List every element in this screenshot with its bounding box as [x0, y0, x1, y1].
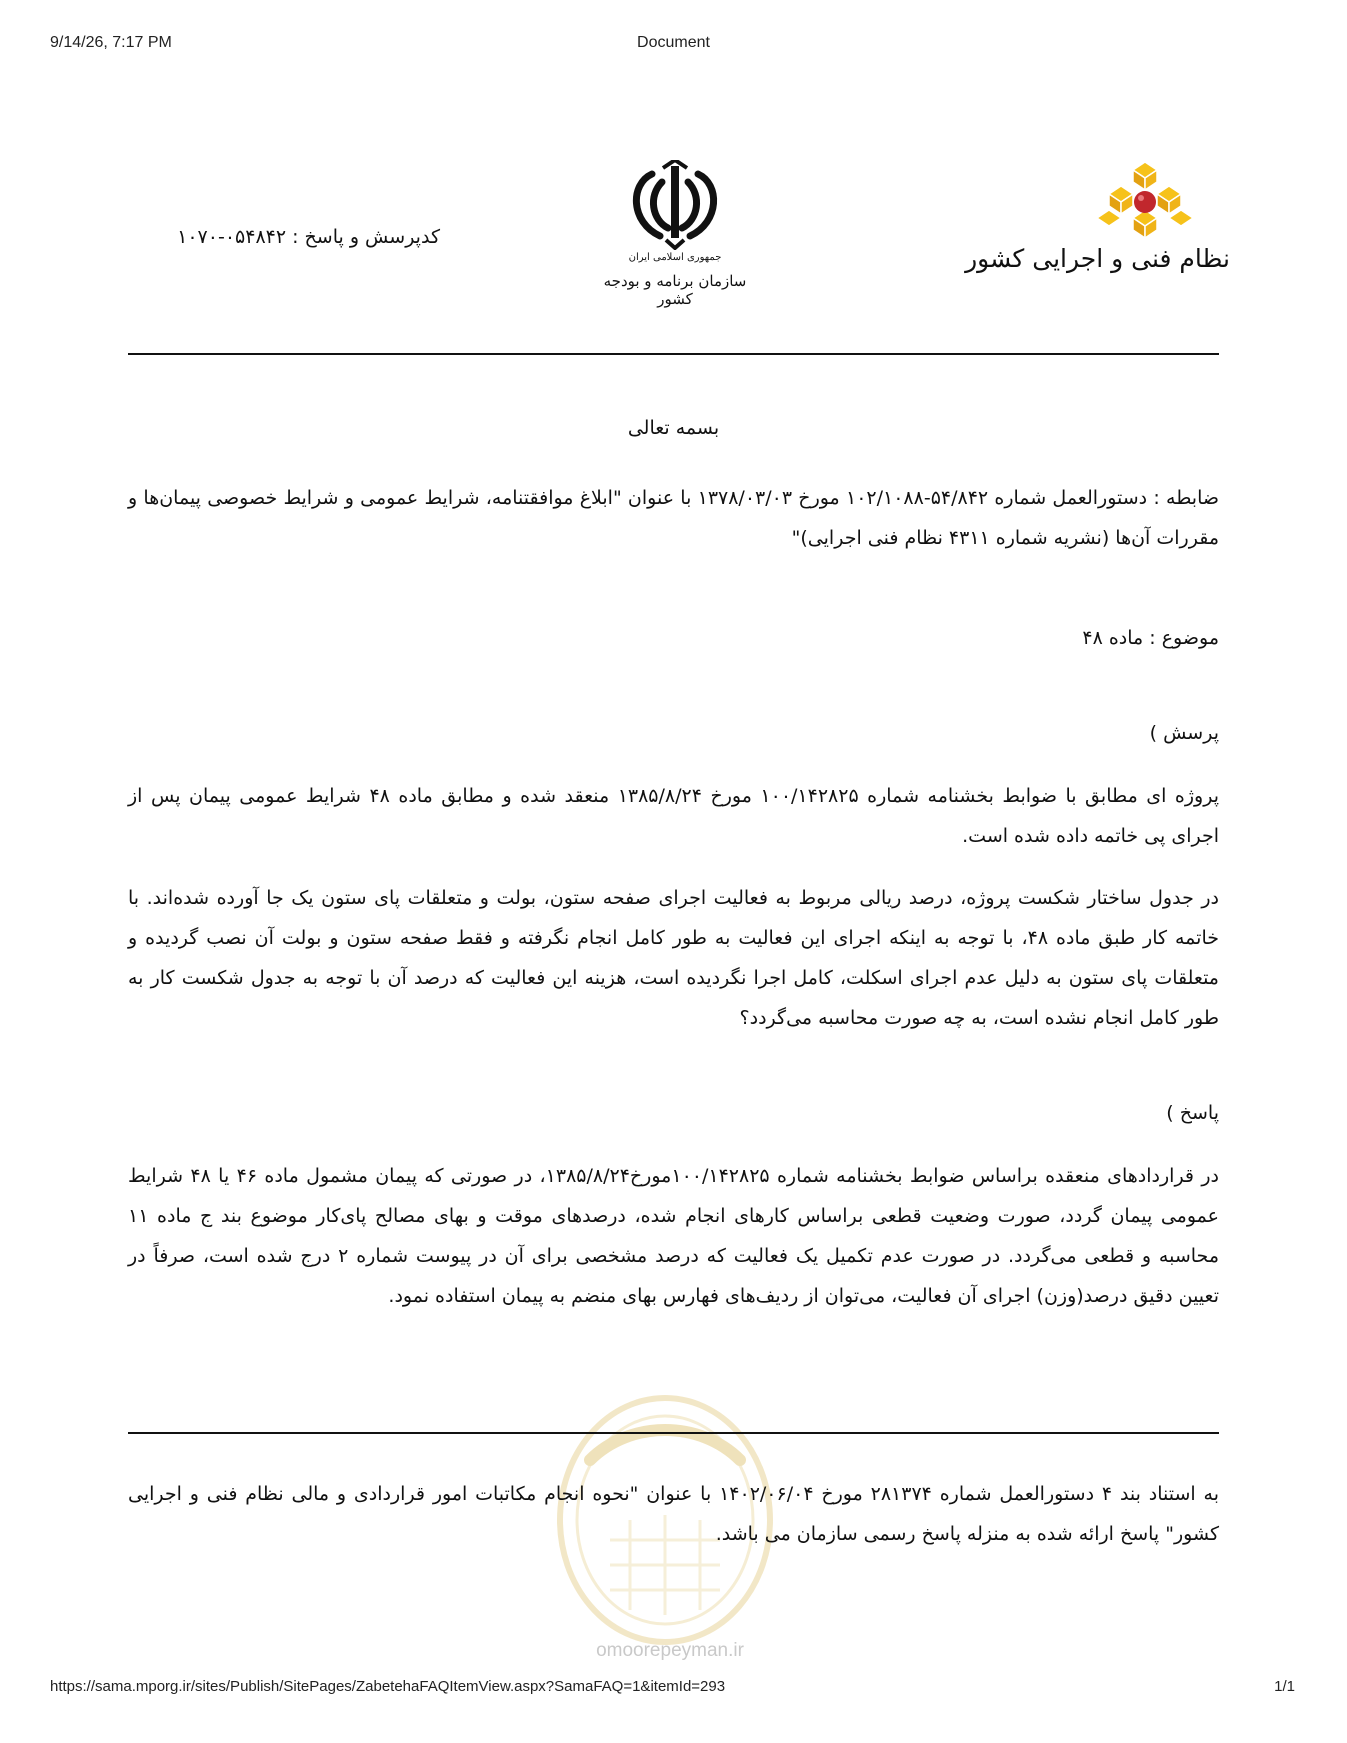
print-url: https://sama.mporg.ir/sites/Publish/SitePages/ZabetehaFAQItemView.aspx?SamaFAQ=1&itemId=293: [50, 1678, 726, 1695]
regulation-reference: ضابطه : دستورالعمل شماره ۵۴/۸۴۲-۱۰۲/۱۰۸۸ مورخ ۱۳۷۸/۰۳/۰۳ با عنوان "ابلاغ موافقتنامه، شرایط عمومی و شرایط خصوصی پیمان‌ها و مقررات آن‌ها (نشریه شماره ۴۳۱۱ نظام فنی اجرایی)": [128, 487, 1220, 549]
answer-heading: پاسخ ): [1166, 1102, 1219, 1124]
tracking-code: کدپرسش و پاسخ : ۰۵۴۸۴۲-۱۰۷۰: [177, 226, 440, 248]
logo-caption: نظام فنی و اجرایی کشور: [965, 244, 1230, 273]
print-datetime: 9/14/26, 7:17 PM: [50, 34, 172, 51]
print-page-number: 1/1: [1274, 1678, 1295, 1695]
technical-system-logo: [965, 160, 1230, 300]
question-paragraph-1: پروژه ای مطابق با ضوابط بخشنامه شماره ۱۰۰/۱۴۲۸۲۵ مورخ ۱۳۸۵/۸/۲۴ منعقد شده و مطابق ماده ۴۸ شرایط عمومی پیمان پس از اجرای پی خاتمه داده شده است.: [128, 785, 1219, 847]
emblem-icon: [622, 160, 728, 250]
watermark-website: omoorepeyman.ir: [596, 1640, 744, 1661]
question-paragraph-2: در جدول ساختار شکست پروژه، درصد ریالی مربوط به فعالیت اجرای صفحه ستون، بولت و متعلقات پای ستون یک جا آورده شده‌اند. با خاتمه کار طبق ماده ۴۸، با توجه به اینکه اجرای این فعالیت به طور کامل انجام نگرفته و فقط صفحه ستون و بولت آن نصب گردیده و متعلقات پای ستون به دلیل عدم اجرای اسکلت، کامل اجرا نگردیده است، هزینه این فعالیت که درصد آن با توجه به جدول شکست کار به طور کامل انجام نشده است، به چه صورت محاسبه می‌گردد؟: [128, 887, 1219, 1029]
official-answer-note: به استناد بند ۴ دستورالعمل شماره ۲۸۱۳۷۴ مورخ ۱۴۰۲/۰۶/۰۴ با عنوان "نحوه انجام مکاتبات امور قراردادی و مالی نظام فنی و اجرایی کشور" پاسخ ارائه شده به منزله پاسخ رسمی سازمان می باشد.: [128, 1483, 1219, 1545]
footer-divider: [128, 1432, 1219, 1434]
answer-paragraph: در قراردادهای منعقده براساس ضوابط بخشنامه شماره ۱۰۰/۱۴۲۸۲۵مورخ۱۳۸۵/۸/۲۴، در صورتی که پیمان مشمول ماده ۴۶ یا ۴۸ شرایط عمومی پیمان گردد، صورت وضعیت قطعی براساس کارهای انجام شده، درصدهای موقت و بهای مصالح پای‌کار موضوع بند ج ماده ۱۱ محاسبه و قطعی می‌گردد. در صورت عدم تکمیل یک فعالیت که درصد مشخصی برای آن در پیوست شماره ۲ درج شده است، صرفاً در تعیین دقیق درصد(وزن) اجرای آن فعالیت، می‌توان از ردیف‌های فهارس بهای منضم به پیمان استفاده نمود.: [128, 1165, 1220, 1307]
invocation: بسمه تعالی: [627, 417, 720, 439]
cube-pyramid-icon: [1095, 160, 1195, 240]
question-heading: پرسش ): [1149, 722, 1219, 744]
print-document-title: Document: [637, 34, 710, 51]
subject-line: موضوع : ماده ۴۸: [1082, 627, 1219, 649]
header-divider: [128, 353, 1219, 355]
emblem-caption-org: سازمان برنامه و بودجه کشور: [603, 272, 747, 308]
emblem-caption-country: جمهوری اسلامی ایران: [628, 252, 722, 263]
iran-emblem: [600, 160, 750, 310]
